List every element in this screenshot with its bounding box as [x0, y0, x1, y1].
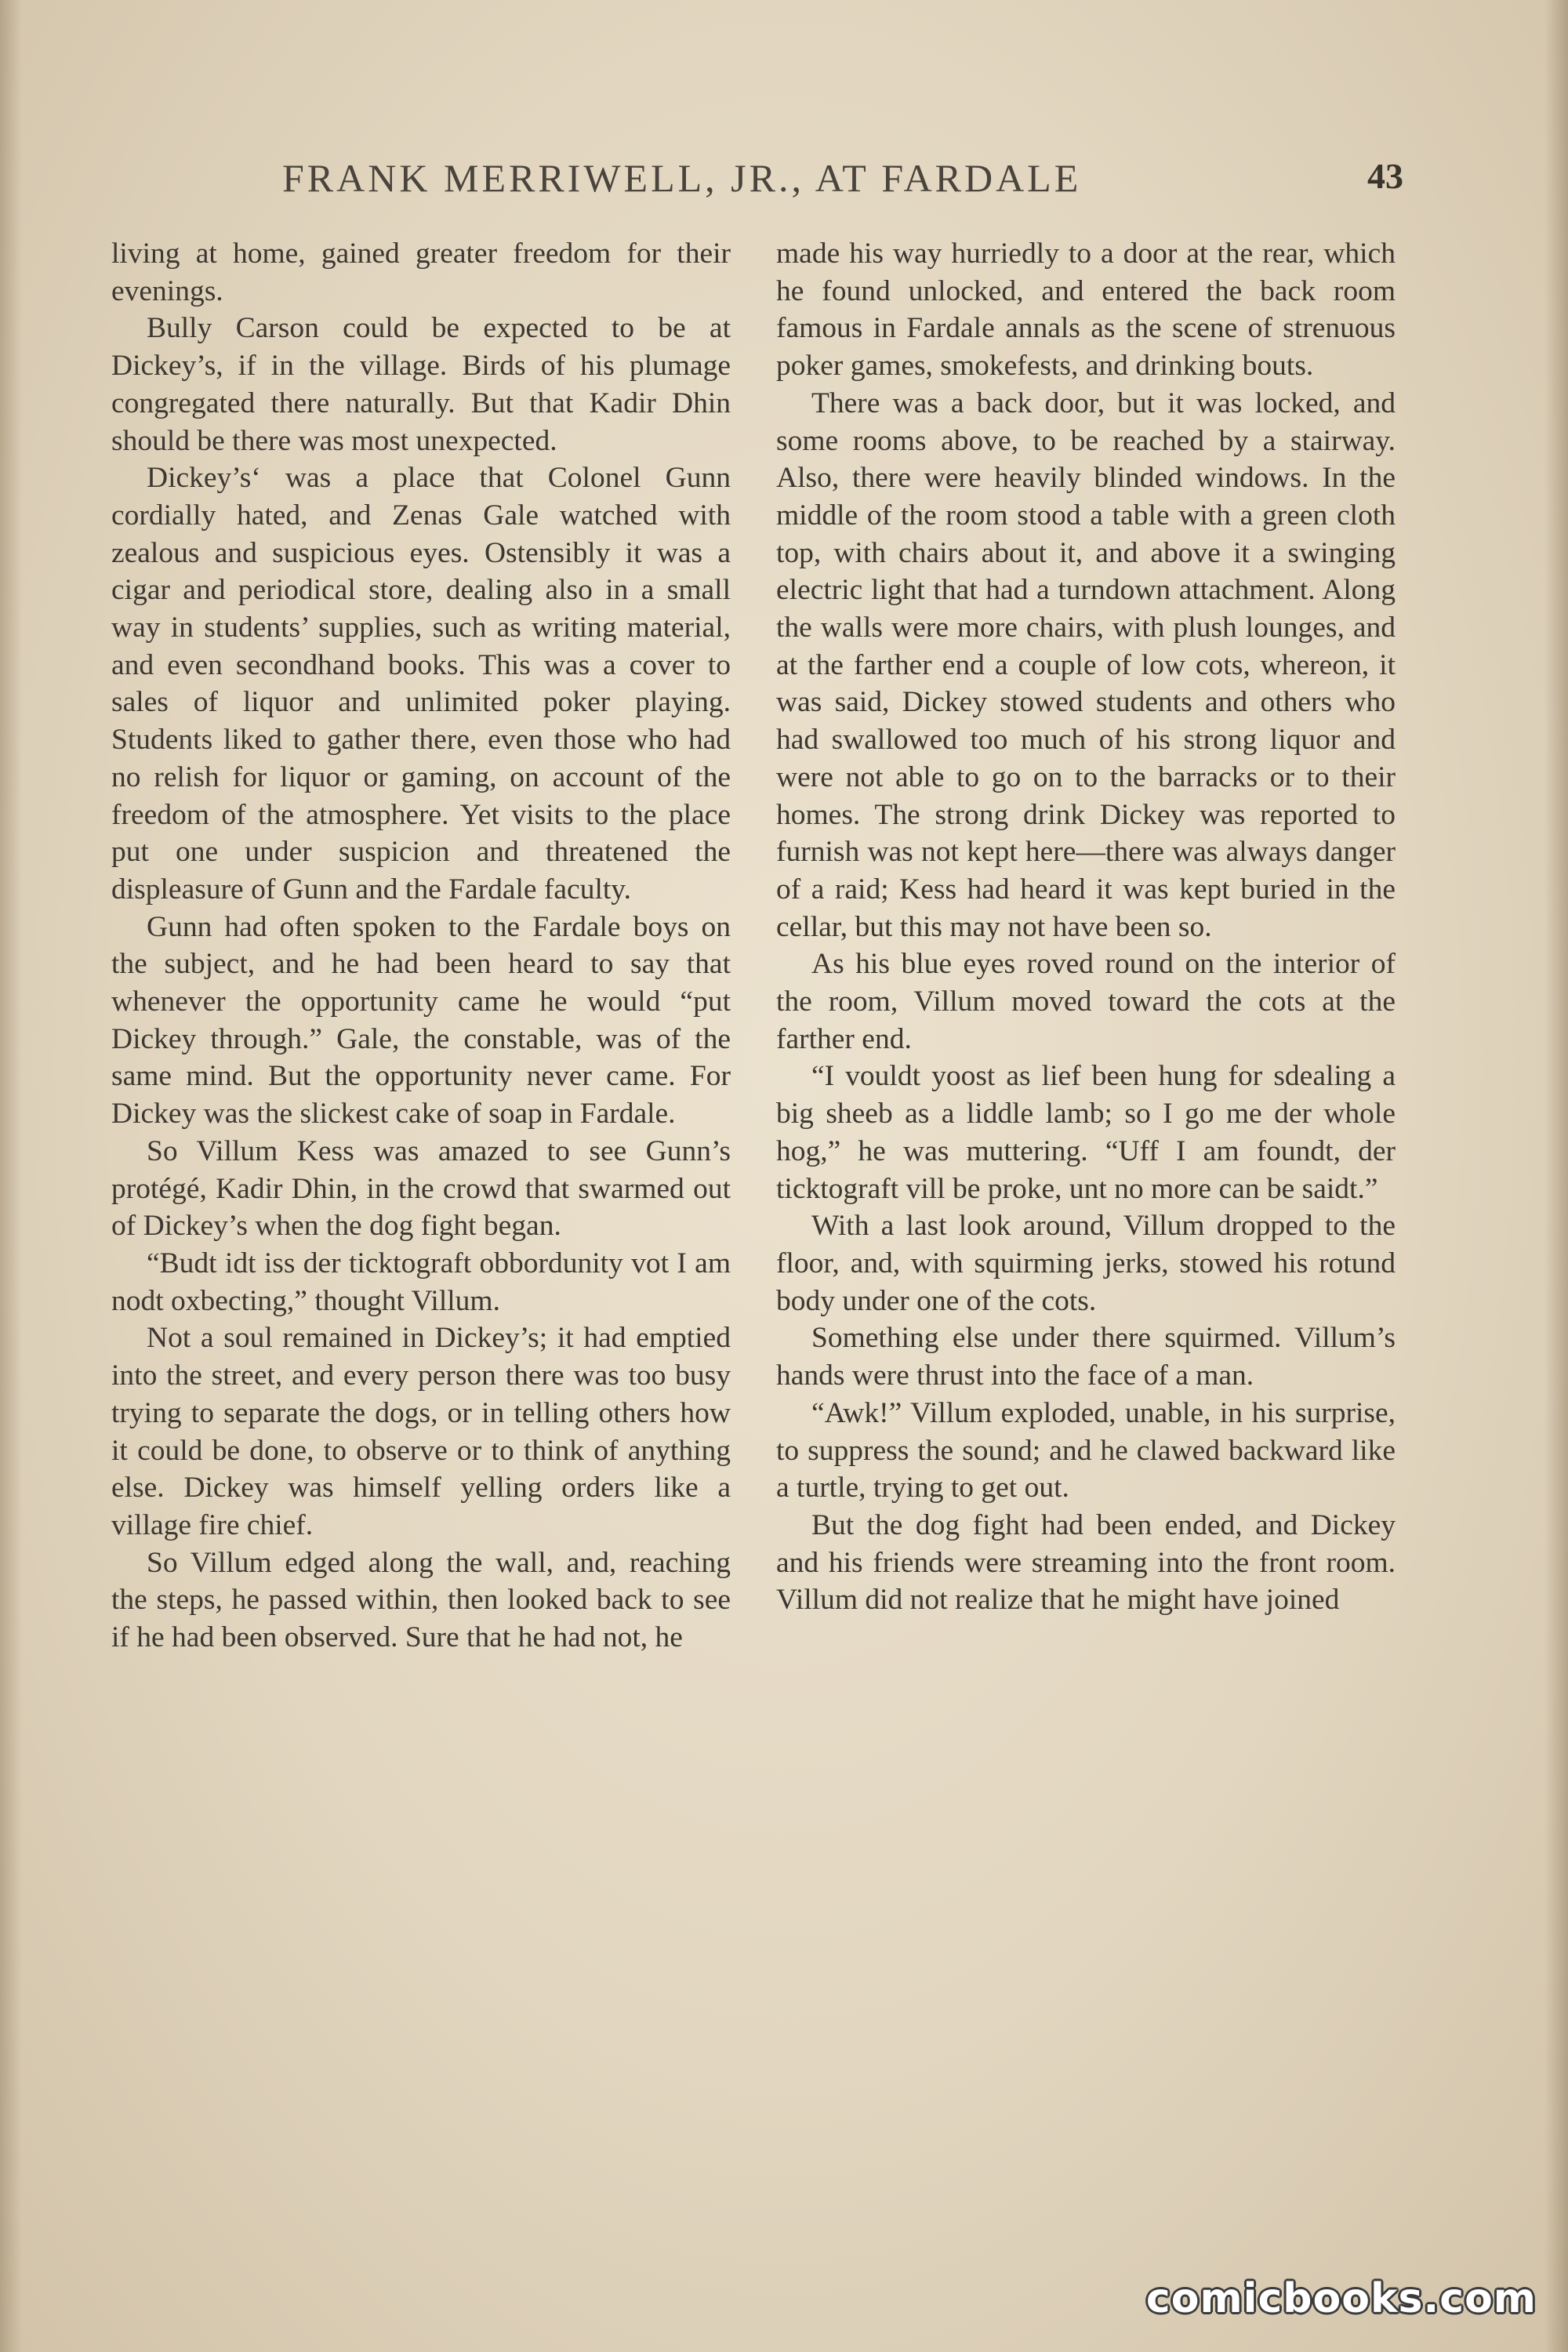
- paragraph: “I vouldt yoost as lief been hung for sdealing a big sheeb as a liddle lamb; so I go me der whole hog,” he was muttering. “Uff I am foundt, der ticktograft vill be proke, unt no more can be saidt.”: [776, 1060, 1396, 1205]
- paragraph: Something else under there squirmed. Villum’s hands were thrust into the face of a man.: [776, 1322, 1396, 1392]
- paragraph: Bully Carson could be expected to be at Dickey’s, if in the village. Birds of his plumage congregated there naturally. But that Kadir Dhin should be there was most unexpected.: [111, 312, 731, 457]
- page-edge-shadow-right: [1544, 0, 1568, 2352]
- running-title: FRANK MERRIWELL, JR., AT FARDALE: [282, 156, 1082, 200]
- paragraph: Not a soul remained in Dickey’s; it had emptied into the street, and every person there was too busy trying to separate the dogs, or in telling others how it could be done, to observe or to think of anything else. Dickey was himself yelling orders like a village fire chief.: [111, 1322, 731, 1541]
- paragraph: Dickey’s‘ was a place that Colonel Gunn cordially hated, and Zenas Gale watched with zealous and suspicious eyes. Ostensibly it was a cigar and periodical store, dealing also in a small way in students’ supplies, such as writing material, and even secondhand books. This was a cover to sales of liquor and unlimited poker playing. Students liked to gather there, even those who had no relish for liquor or gaming, on account of the freedom of the atmosphere. Yet visits to the place put one under suspicion and threatened the displeasure of Gunn and the Fardale faculty.: [111, 462, 731, 906]
- paragraph: “Budt idt iss der ticktograft obbordunity vot I am nodt oxbecting,” thought Villum.: [111, 1247, 731, 1317]
- paragraph: But the dog fight had been ended, and Dickey and his friends were streaming into the front room. Villum did not realize that he might have joined: [776, 1508, 1396, 1617]
- page-number: 43: [1367, 156, 1403, 196]
- paragraph: “Awk!” Villum exploded, unable, in his surprise, to suppress the sound; and he clawed backward like a turtle, trying to get out.: [776, 1396, 1396, 1504]
- paragraph: made his way hurriedly to a door at the rear, which he found unlocked, and entered the back room famous in Fardale annals as the scene of strenuous poker games, smokefests, and drinking bouts.: [776, 238, 1396, 383]
- watermark: comicbooks.com: [1145, 2275, 1537, 2322]
- paragraph: With a last look around, Villum dropped to the floor, and, with squirming jerks, stowed his rotund body under one of the cots.: [776, 1210, 1396, 1317]
- left-column: [111, 235, 731, 1657]
- paragraph: So Villum Kess was amazed to see Gunn’s protégé, Kadir Dhin, in the crowd that swarmed out of Dickey’s when the dog fight began.: [111, 1134, 731, 1243]
- paragraph: Gunn had often spoken to the Fardale boys on the subject, and he had been heard to say that whenever the opportunity came he would “put Dickey through.” Gale, the constable, was of the same mind. But the opportunity never came. For Dickey was the slickest cake of soap in Fardale.: [111, 910, 731, 1131]
- paragraph: So Villum edged along the wall, and, reaching the steps, he passed within, then looked back to see if he had been observed. Sure that he had not, he: [111, 1546, 731, 1654]
- paragraph: living at home, gained greater freedom for their evenings.: [111, 238, 731, 307]
- paragraph: As his blue eyes roved round on the interior of the room, Villum moved toward the cots at the farther end.: [776, 948, 1396, 1055]
- running-head: [282, 155, 1403, 210]
- page-edge-shadow-left: [0, 0, 22, 2352]
- paragraph: There was a back door, but it was locked, and some rooms above, to be reached by a stairway. Also, there were heavily blinded windows. In the middle of the room stood a table with a green cloth top, with chairs about it, and above it a swinging electric light that had a turndown attachment. Along the walls were more chairs, with plush lounges, and at the farther end a couple of low cots, whereon, it was said, Dickey stowed students and others who had swallowed too much of his strong liquor and were not able to go on to the barracks or to their homes. The strong drink Dickey was reported to furnish was not kept here—there was always danger of a raid; Kess had heard it was kept buried in the cellar, but this may not have been so.: [776, 387, 1396, 943]
- right-column: [776, 235, 1396, 1619]
